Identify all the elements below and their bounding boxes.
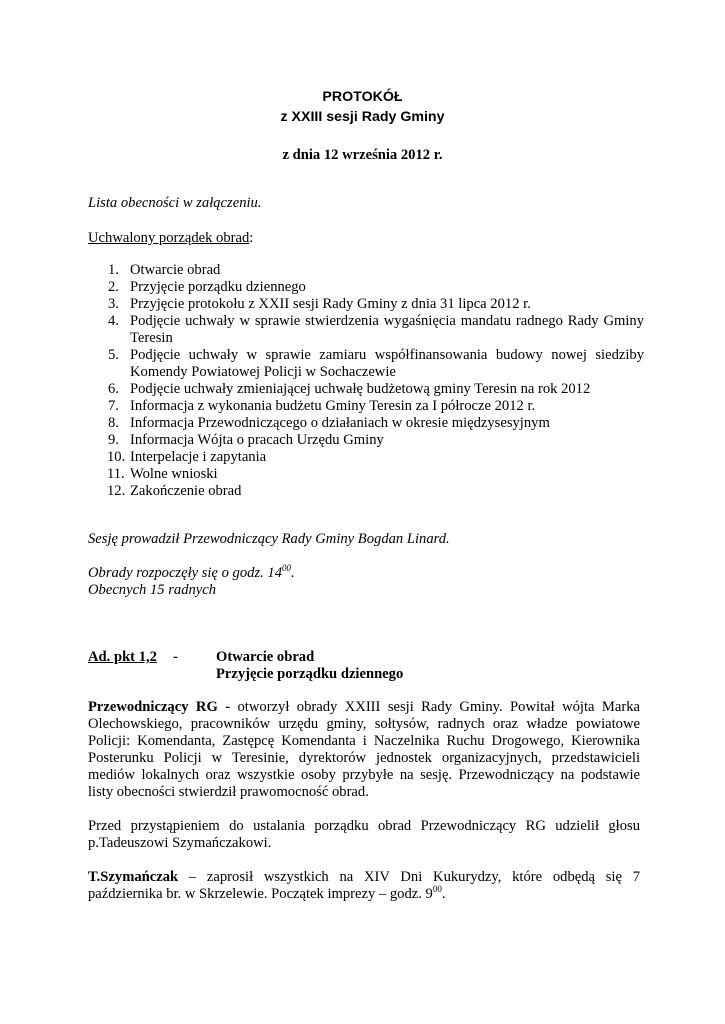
- agenda-item-number: 7.: [108, 398, 119, 414]
- session-date: z dnia 12 września 2012 r.: [282, 147, 443, 163]
- agenda-item: [88, 313, 644, 347]
- agenda-item-number: 3.: [108, 296, 119, 312]
- paragraph-end: .: [441, 886, 446, 902]
- agenda-list: [88, 262, 644, 500]
- agenda-item-number: 4.: [108, 313, 119, 329]
- document-title: PROTOKÓŁ: [322, 89, 403, 105]
- agenda-item: [88, 449, 644, 466]
- agenda-item-text: Interpelacje i zapytania: [130, 449, 267, 465]
- speaker-name: T.Szymańczak: [88, 869, 179, 885]
- agenda-item-text: Otwarcie obrad: [130, 262, 221, 278]
- session-start-minutes: 00: [282, 563, 292, 573]
- agenda-item-text: Przyjęcie porządku dziennego: [130, 279, 306, 295]
- agenda-item-text: Podjęcie uchwały zmieniającej uchwałę budżetową gminy Teresin na rok 2012: [130, 381, 591, 397]
- agenda-item-text: Zakończenie obrad: [130, 483, 242, 499]
- attendance-note: Lista obecności w załączeniu.: [88, 195, 262, 211]
- section-dash: -: [173, 649, 178, 665]
- agenda-item-number: 12.: [107, 483, 126, 499]
- document-subtitle: z XXIII sesji Rady Gminy: [280, 109, 445, 125]
- agenda-item-text: Informacja Przewodniczącego o działaniach w okresie międzysesyjnym: [130, 415, 550, 431]
- agenda-item: [88, 466, 644, 483]
- time-minutes: 00: [432, 884, 442, 894]
- agenda-item-number: 9.: [108, 432, 119, 448]
- agenda-item: [88, 296, 644, 313]
- agenda-item-text: Wolne wnioski: [130, 466, 218, 482]
- agenda-item-number: 2.: [108, 279, 119, 295]
- session-start: [88, 565, 295, 582]
- agenda-heading-text: Uchwalony porządek obrad: [88, 230, 250, 246]
- agenda-item: [88, 398, 644, 415]
- agenda-item-text: Informacja z wykonania budżetu Gminy Teresin za I półrocze 2012 r.: [130, 398, 536, 414]
- agenda-item: [88, 347, 644, 381]
- agenda-item-number: 5.: [108, 347, 119, 363]
- session-start-period: .: [291, 565, 295, 581]
- section-title-line2: Przyjęcie porządku dziennego: [216, 666, 404, 682]
- third-paragraph: [88, 869, 640, 903]
- agenda-item: [88, 381, 644, 398]
- agenda-heading-colon: :: [249, 230, 254, 246]
- agenda-item: [88, 483, 644, 500]
- agenda-heading: [88, 230, 253, 247]
- agenda-item-text: Informacja Wójta o pracach Urzędu Gminy: [130, 432, 384, 448]
- agenda-item-number: 1.: [108, 262, 119, 278]
- session-chair: Sesję prowadził Przewodniczący Rady Gminy Bogdan Linard.: [88, 531, 450, 547]
- present-count: Obecnych 15 radnych: [88, 582, 217, 598]
- section-title-line1: Otwarcie obrad: [216, 649, 315, 665]
- paragraph-text: otworzył obrady XXIII sesji Rady Gminy. Powitał wójta Marka Olechowskiego, pracowników urzędu gminy, sołtysów, radnych oraz władze powiatowe Policji: Komendanta, Zastępcę Komendanta i Naczelnika Ruchu Drogowego, Kierownika Posterunku Policji w Teresinie, dyrektorów jednostek organizacyjnych, przedstawicieli mediów lokalnych oraz wszystkie osoby przybyłe na sesję. Przewodniczący na podstawie listy obecności stwierdził prawomocność obrad.: [88, 699, 640, 800]
- section-label: Ad. pkt 1,2: [88, 649, 157, 665]
- agenda-item-text: Przyjęcie protokołu z XXII sesji Rady Gminy z dnia 31 lipca 2012 r.: [130, 296, 531, 312]
- paragraph-text: – zaprosił wszystkich na XIV Dni Kukurydzy, które odbędą się 7 października br. w Skrzelewie. Początek imprezy – godz. 9: [88, 869, 640, 902]
- agenda-item-number: 8.: [108, 415, 119, 431]
- agenda-item: [88, 432, 644, 449]
- agenda-item-number: 10.: [107, 449, 126, 465]
- speaker-name: Przewodniczący RG -: [88, 699, 231, 715]
- agenda-item-number: 6.: [108, 381, 119, 397]
- agenda-item-text: Podjęcie uchwały w sprawie stwierdzenia wygaśnięcia mandatu radnego Rady Gminy Teresin: [130, 313, 644, 346]
- agenda-item: [88, 279, 644, 296]
- second-paragraph: Przed przystąpieniem do ustalania porządku obrad Przewodniczący RG udzielił głosu p.Tadeuszowi Szymańczakowi.: [88, 818, 640, 851]
- agenda-item-text: Podjęcie uchwały w sprawie zamiaru współfinansowania budowy nowej siedziby Komendy Powiatowej Policji w Sochaczewie: [130, 347, 644, 380]
- agenda-item-number: 11.: [107, 466, 125, 482]
- agenda-item: [88, 262, 644, 279]
- opening-paragraph: [88, 699, 640, 801]
- session-start-text: Obrady rozpoczęły się o godz. 14: [88, 565, 283, 581]
- agenda-item: [88, 415, 644, 432]
